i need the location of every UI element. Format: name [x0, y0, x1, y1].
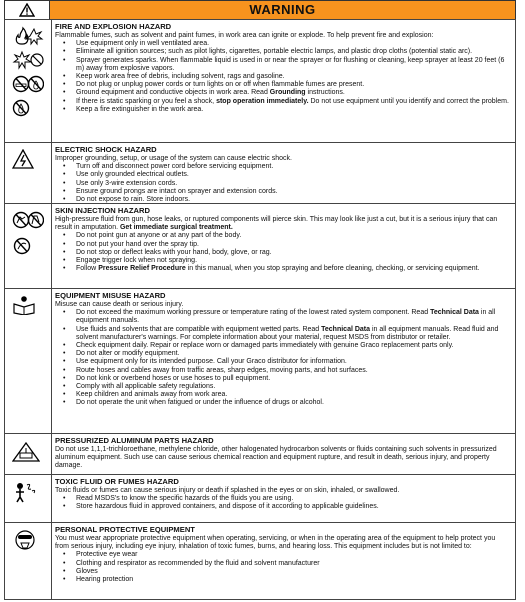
list-item: • Use equipment only for its intended purpose. Call your Graco distributor for information.: [76, 358, 511, 366]
aluminum-body: [55, 436, 511, 471]
skin-body: [55, 206, 511, 273]
list-item: • Do not operate the unit when fatigued or under the influence of drugs or alcohol.: [76, 399, 511, 407]
list-item: • If there is static sparking or you feel a shock, stop operation immediately. Do not use equipment until you identify and correct the problem.: [76, 98, 511, 106]
list-item: • Do not kink or overbend hoses or use hoses to pull equipment.: [76, 375, 511, 383]
section-title: SKIN INJECTION HAZARD: [55, 206, 150, 215]
read-manual-icon: [12, 295, 36, 315]
section-description: Toxic fluids or fumes can cause serious injury or death if splashed in the eyes or on skin, inhaled, or swallowed.: [55, 487, 400, 494]
explosion-icon: [12, 50, 44, 70]
list-item: • Hearing protection: [76, 576, 511, 584]
list-item: • Clothing and respirator as recommended by the fluid and solvent manufacturer: [76, 560, 511, 568]
list-item: • Eliminate all ignition sources; such as pilot lights, cigarettes, portable electric lamps, and plastic drop cloths (potential static arc).: [76, 48, 511, 56]
list-item: • Do not point gun at anyone or at any part of the body.: [76, 232, 511, 240]
skin-injection-section: [4, 203, 516, 289]
section-description: Flammable fumes, such as solvent and paint fumes, in work area can ignite or explode. To help prevent fire and explosion:: [55, 32, 434, 39]
list-item: • Ground equipment and conductive objects in work area. Read Grounding instructions.: [76, 89, 511, 97]
list-item: • Use equipment only in well ventilated area.: [76, 40, 511, 48]
section-description: High-pressure fluid from gun, hose leaks, or ruptured components will pierce skin. This may look like just a cut, but it is a serious injury that can result in amputation. Get immediate surgical treatment.: [55, 216, 498, 232]
ppe-body: [55, 525, 511, 584]
aluminum-parts-section: [4, 433, 516, 475]
no-smoking-icon: [12, 74, 44, 94]
list-item: • Use only grounded electrical outlets.: [76, 171, 511, 179]
fire-list: [55, 40, 511, 114]
section-description: Misuse can cause death or serious injury.: [55, 301, 184, 308]
list-item: • Do not put your hand over the spray tip.: [76, 241, 511, 249]
fire-body: [55, 22, 511, 114]
list-item: • Route hoses and cables away from traffic areas, sharp edges, moving parts, and hot surfaces.: [76, 367, 511, 375]
fire-explosion-section: [4, 19, 516, 143]
list-item: • Gloves: [76, 568, 511, 576]
list-item: • Do not exceed the maximum working pressure or temperature rating of the lowest rated system component. Read Technical Data in all equipment manuals.: [76, 309, 511, 325]
no-open-flame-icon: [12, 98, 44, 118]
warning-title: WARNING: [50, 0, 516, 20]
list-item: • Read MSDS's to know the specific hazards of the fluids you are using.: [76, 495, 511, 503]
no-hand-spray-icon: [12, 210, 44, 230]
toxic-fumes-icon: [12, 481, 40, 503]
list-item: • Use fluids and solvents that are compatible with equipment wetted parts. Read Technical Data in all equipment manuals. Read fluid and solvent manufacturer's warnings. For complete information about your material, request MSDS from distributor or retailer.: [76, 326, 511, 342]
list-item: • Do not expose to rain. Store indoors.: [76, 196, 511, 204]
pressurized-parts-icon: [12, 442, 40, 462]
section-title: PERSONAL PROTECTIVE EQUIPMENT: [55, 525, 195, 534]
no-finger-icon: [12, 236, 34, 256]
warning-header: [4, 0, 516, 20]
warning-sheet: [4, 0, 516, 600]
list-item: • Store hazardous fluid in approved containers, and dispose of it according to applicable guidelines.: [76, 503, 511, 511]
list-item: • Do not alter or modify equipment.: [76, 350, 511, 358]
list-item: • Sprayer generates sparks. When flammable liquid is used in or near the sprayer or for flushing or cleaning, keep sprayer at least 20 feet (6 m) away from explosive vapors.: [76, 57, 511, 73]
list-item: • Engage trigger lock when not spraying.: [76, 257, 511, 265]
list-item: • Do not plug or unplug power cords or turn lights on or off when flammable fumes are present.: [76, 81, 511, 89]
toxic-fluid-section: [4, 474, 516, 523]
list-item: • Check equipment daily. Repair or replace worn or damaged parts immediately with genuine Graco replacement parts only.: [76, 342, 511, 350]
electric-shock-icon: [12, 149, 34, 169]
list-item: • Ensure ground prongs are intact on sprayer and extension cords.: [76, 188, 511, 196]
electric-shock-section: [4, 142, 516, 204]
list-item: • Follow Pressure Relief Procedure in this manual, when you stop spraying and before cleaning, checking, or servicing equipment.: [76, 265, 511, 273]
list-item: • Turn off and disconnect power cord before servicing equipment.: [76, 163, 511, 171]
list-item: • Keep children and animals away from work area.: [76, 391, 511, 399]
list-item: • Keep a fire extinguisher in the work area.: [76, 106, 511, 114]
section-title: ELECTRIC SHOCK HAZARD: [55, 145, 157, 154]
list-item: • Keep work area free of debris, including solvent, rags and gasoline.: [76, 73, 511, 81]
flame-icon: [12, 26, 44, 46]
section-description: Improper grounding, setup, or usage of the system can cause electric shock.: [55, 155, 292, 162]
section-title: TOXIC FLUID OR FUMES HAZARD: [55, 477, 179, 486]
section-title: FIRE AND EXPLOSION HAZARD: [55, 22, 172, 31]
protective-equipment-section: [4, 522, 516, 600]
electric-body: [55, 145, 511, 204]
toxic-body: [55, 477, 511, 512]
protective-mask-icon: [12, 529, 38, 551]
misuse-body: [55, 291, 511, 408]
section-description: Do not use 1,1,1-trichloroethane, methylene chloride, other halogenated hydrocarbon solvents or fluids containing such solvents in pressurized aluminum equipment. Such use can cause serious chemical reaction and equipment rupture, and result in death, serious injury, and property damage.: [55, 446, 497, 470]
warning-triangle-icon: [4, 0, 50, 20]
list-item: • Protective eye wear: [76, 551, 511, 559]
list-item: • Do not stop or deflect leaks with your hand, body, glove, or rag.: [76, 249, 511, 257]
equipment-misuse-section: [4, 288, 516, 434]
list-item: • Comply with all applicable safety regulations.: [76, 383, 511, 391]
section-description: You must wear appropriate protective equipment when operating, servicing, or when in the operating area of the equipment to help protect you from serious injury, including eye injury, inhalation of toxic fumes, burns, and hearing loss. This equipment includes but is not limited to:: [55, 535, 496, 551]
section-title: PRESSURIZED ALUMINUM PARTS HAZARD: [55, 436, 214, 445]
section-title: EQUIPMENT MISUSE HAZARD: [55, 291, 166, 300]
list-item: • Use only 3-wire extension cords.: [76, 180, 511, 188]
fire-icons-column: [5, 20, 52, 142]
